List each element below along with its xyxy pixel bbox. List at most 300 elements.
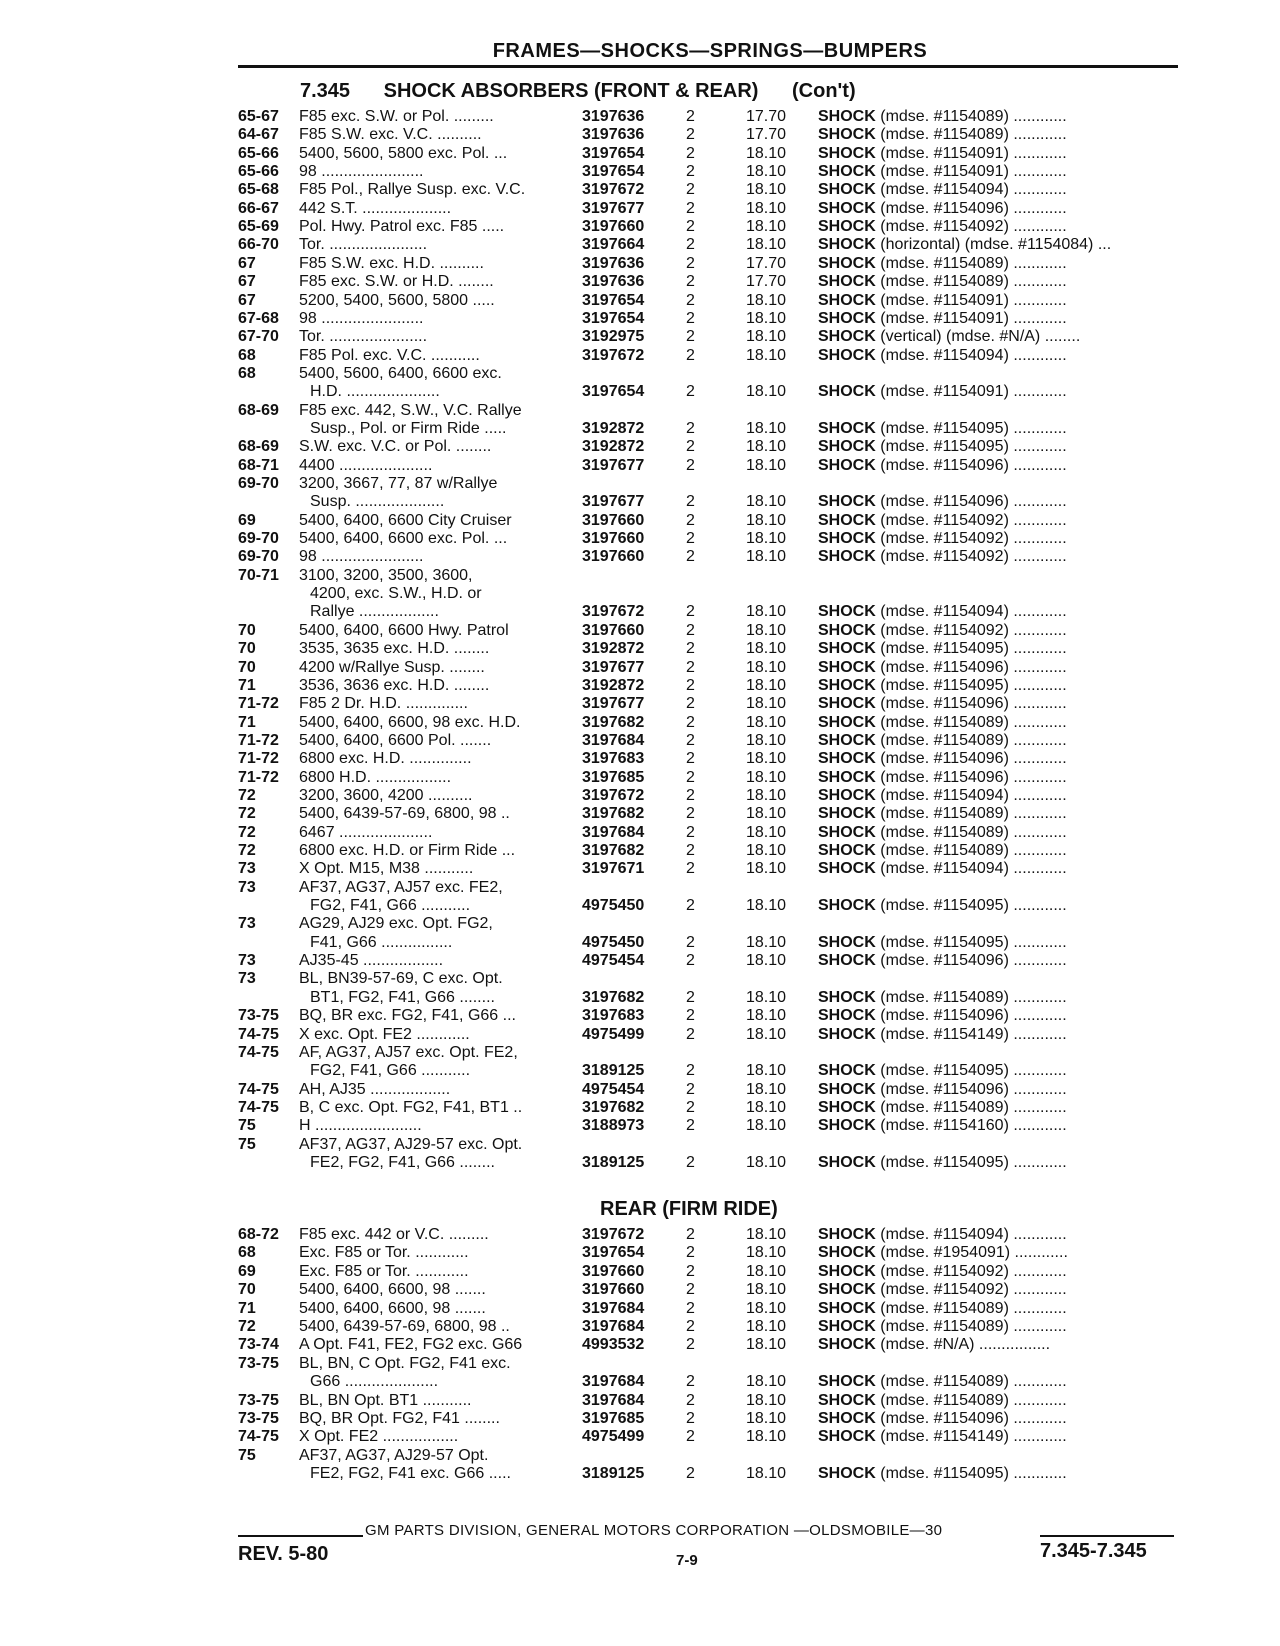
model-year: 68-71 <box>238 456 279 474</box>
part-number: 3197672 <box>582 786 645 804</box>
item-detail: (mdse. #1154095) ............ <box>880 1153 1067 1171</box>
price: 17.70 <box>746 126 787 144</box>
price: 18.10 <box>746 933 787 951</box>
price: 17.70 <box>746 273 787 291</box>
price: 18.10 <box>746 658 787 676</box>
description <box>818 1154 1178 1172</box>
quantity: 2 <box>686 621 695 639</box>
item-label: SHOCK <box>818 236 876 254</box>
application: H.D. ..................... <box>310 383 440 401</box>
page-title: FRAMES—SHOCKS—SPRINGS—BUMPERS <box>492 40 928 62</box>
application: 4200, exc. S.W., H.D. or <box>310 585 482 603</box>
rear-heading: REAR (FIRM RIDE) <box>600 1198 778 1220</box>
application: 98 ....................... <box>299 309 424 327</box>
item-detail: (mdse. #1154092) ............ <box>880 1281 1067 1299</box>
description <box>818 1099 1178 1117</box>
item-detail: (mdse. #1154089) ............ <box>880 126 1067 144</box>
application: 5400, 6439-57-69, 6800, 98 .. <box>299 805 510 823</box>
model-year: 70 <box>238 1281 256 1299</box>
quantity: 2 <box>686 236 695 254</box>
price: 18.10 <box>746 438 787 456</box>
item-label: SHOCK <box>818 1428 876 1446</box>
model-year: 65-66 <box>238 163 279 181</box>
model-year: 73-75 <box>238 1391 279 1409</box>
price: 18.10 <box>746 1373 787 1391</box>
price: 18.10 <box>746 144 787 162</box>
model-year: 73 <box>238 860 256 878</box>
description <box>818 145 1178 163</box>
model-year: 72 <box>238 1318 256 1335</box>
price: 18.10 <box>746 805 787 823</box>
price: 18.10 <box>746 1025 787 1043</box>
quantity: 2 <box>686 823 695 841</box>
part-number: 3192975 <box>582 328 645 346</box>
item-detail: (mdse. #1154094) ............ <box>880 346 1067 364</box>
item-detail: (mdse. #1154091) ............ <box>880 291 1067 309</box>
part-number: 3197660 <box>582 548 645 566</box>
item-detail: (mdse. #1154089) ............ <box>880 713 1067 731</box>
description <box>818 292 1178 310</box>
item-label: SHOCK <box>818 952 876 970</box>
model-year: 72 <box>238 842 256 859</box>
part-number: 3197685 <box>582 1410 645 1427</box>
price: 18.10 <box>746 530 787 548</box>
quantity: 2 <box>686 731 695 749</box>
item-detail: (mdse. #1154096) ............ <box>880 199 1067 217</box>
quantity: 2 <box>686 1391 695 1409</box>
footer-corporation: GM PARTS DIVISION, GENERAL MOTORS CORPORATION —OLDSMOBILE—30 <box>365 1522 943 1539</box>
part-number: 3197683 <box>582 1007 645 1025</box>
quantity: 2 <box>686 897 695 915</box>
application: B, C exc. Opt. FG2, F41, BT1 .. <box>299 1098 523 1116</box>
quantity: 2 <box>686 1410 695 1427</box>
model-year: 74-75 <box>238 1025 279 1043</box>
part-number: 3197677 <box>582 456 645 474</box>
price: 18.10 <box>746 346 787 364</box>
price: 18.10 <box>746 328 787 346</box>
quantity: 2 <box>686 548 695 566</box>
quantity: 2 <box>686 419 695 437</box>
item-label: SHOCK <box>818 988 876 1006</box>
part-number: 3197684 <box>582 1299 645 1317</box>
description <box>818 695 1178 713</box>
application: F85 Pol. exc. V.C. ........... <box>299 346 480 364</box>
item-label: SHOCK <box>818 1262 876 1280</box>
model-year: 73 <box>238 952 256 970</box>
price: 18.10 <box>746 1007 787 1025</box>
item-label: SHOCK <box>818 1153 876 1171</box>
item-detail: (mdse. #1154095) ............ <box>880 438 1067 456</box>
description <box>818 420 1178 438</box>
model-year: 73 <box>238 915 256 933</box>
item-detail: (mdse. #1154092) ............ <box>880 621 1067 639</box>
price: 18.10 <box>746 860 787 878</box>
description <box>818 1300 1178 1318</box>
description <box>818 1081 1178 1099</box>
item-label: SHOCK <box>818 548 876 566</box>
item-detail: (mdse. #1154094) ............ <box>880 603 1067 621</box>
model-year: 68-72 <box>238 1226 279 1243</box>
item-detail: (mdse. #1154091) ............ <box>880 383 1067 401</box>
quantity: 2 <box>686 842 695 859</box>
item-label: SHOCK <box>818 750 876 768</box>
application: 3536, 3636 exc. H.D. ........ <box>299 676 490 694</box>
description <box>818 750 1178 768</box>
application: 4400 ..................... <box>299 456 433 474</box>
model-year: 73-74 <box>238 1336 279 1354</box>
quantity: 2 <box>686 1281 695 1299</box>
application: 5400, 6439-57-69, 6800, 98 .. <box>299 1318 510 1335</box>
item-label: SHOCK <box>818 860 876 878</box>
part-number: 3197672 <box>582 181 645 199</box>
price: 18.10 <box>746 419 787 437</box>
description <box>818 769 1178 787</box>
model-year: 71-72 <box>238 731 279 749</box>
part-number: 3197682 <box>582 988 645 1006</box>
description <box>818 860 1178 878</box>
application: BQ, BR Opt. FG2, F41 ........ <box>299 1410 500 1427</box>
price: 18.10 <box>746 750 787 768</box>
description <box>818 1263 1178 1281</box>
application: 6800 H.D. ................. <box>299 768 452 786</box>
price: 18.10 <box>746 291 787 309</box>
item-label: SHOCK <box>818 1080 876 1098</box>
description <box>818 108 1178 126</box>
quantity: 2 <box>686 199 695 217</box>
model-year: 65-68 <box>238 181 279 199</box>
model-year: 73-75 <box>238 1007 279 1025</box>
application: 5400, 6400, 6600, 98 exc. H.D. <box>299 713 521 731</box>
item-detail: (mdse. #1154091) ............ <box>880 144 1067 162</box>
application: BL, BN, C Opt. FG2, F41 exc. <box>299 1354 511 1372</box>
application: BQ, BR exc. FG2, F41, G66 ... <box>299 1007 516 1025</box>
item-detail: (mdse. #1154149) ............ <box>880 1428 1067 1446</box>
price: 18.10 <box>746 199 787 217</box>
item-detail: (mdse. #1154096) ............ <box>880 1007 1067 1025</box>
price: 18.10 <box>746 1428 787 1446</box>
description <box>818 1244 1178 1262</box>
item-label: SHOCK <box>818 823 876 841</box>
item-label: SHOCK <box>818 1007 876 1025</box>
item-label: SHOCK <box>818 713 876 731</box>
price: 18.10 <box>746 768 787 786</box>
price: 18.10 <box>746 1281 787 1299</box>
application: 6467 ..................... <box>299 823 433 841</box>
description <box>818 530 1178 548</box>
item-detail: (mdse. #1154089) ............ <box>880 823 1067 841</box>
application: Pol. Hwy. Patrol exc. F85 ..... <box>299 218 505 236</box>
description <box>818 457 1178 475</box>
model-year: 69-70 <box>238 530 279 548</box>
item-detail: (mdse. #1154092) ............ <box>880 530 1067 548</box>
item-detail: (mdse. #1154094) ............ <box>880 1226 1067 1243</box>
price: 18.10 <box>746 713 787 731</box>
price: 18.10 <box>746 1336 787 1354</box>
item-detail: (horizontal) (mdse. #1154084) ... <box>880 236 1112 254</box>
description <box>818 438 1178 456</box>
model-year: 67 <box>238 273 256 291</box>
quantity: 2 <box>686 1373 695 1391</box>
quantity: 2 <box>686 1098 695 1116</box>
item-label: SHOCK <box>818 181 876 199</box>
part-number: 3189125 <box>582 1153 645 1171</box>
section-number: 7.345 <box>300 80 351 102</box>
quantity: 2 <box>686 1318 695 1335</box>
quantity: 2 <box>686 750 695 768</box>
model-year: 67 <box>238 254 256 272</box>
quantity: 2 <box>686 438 695 456</box>
part-number: 3192872 <box>582 419 645 437</box>
item-detail: (mdse. #1154092) ............ <box>880 1262 1067 1280</box>
item-detail: (mdse. #1154095) ............ <box>880 897 1067 915</box>
application: G66 ..................... <box>310 1373 439 1391</box>
model-year: 65-66 <box>238 144 279 162</box>
quantity: 2 <box>686 181 695 199</box>
part-number: 4975499 <box>582 1025 645 1043</box>
quantity: 2 <box>686 163 695 181</box>
quantity: 2 <box>686 1080 695 1098</box>
model-year: 68-69 <box>238 438 279 456</box>
item-label: SHOCK <box>818 309 876 327</box>
quantity: 2 <box>686 988 695 1006</box>
model-year: 64-67 <box>238 126 279 144</box>
item-label: SHOCK <box>818 511 876 529</box>
part-number: 3188973 <box>582 1117 645 1135</box>
part-number: 3197682 <box>582 713 645 731</box>
part-number: 3192872 <box>582 438 645 456</box>
application: 5400, 6400, 6600 Pol. ....... <box>299 731 492 749</box>
model-year: 69 <box>238 511 256 529</box>
model-year: 66-70 <box>238 236 279 254</box>
price: 18.10 <box>746 511 787 529</box>
description <box>818 493 1178 511</box>
price: 18.10 <box>746 695 787 713</box>
part-number: 3197671 <box>582 860 645 878</box>
item-label: SHOCK <box>818 805 876 823</box>
description <box>818 1281 1178 1299</box>
item-label: SHOCK <box>818 640 876 658</box>
price: 18.10 <box>746 1098 787 1116</box>
item-label: SHOCK <box>818 438 876 456</box>
description <box>818 1226 1178 1244</box>
description <box>818 1410 1178 1428</box>
part-number: 3197672 <box>582 603 645 621</box>
quantity: 2 <box>686 860 695 878</box>
quantity: 2 <box>686 328 695 346</box>
item-label: SHOCK <box>818 1098 876 1116</box>
description <box>818 787 1178 805</box>
model-year: 74-75 <box>238 1043 279 1061</box>
quantity: 2 <box>686 933 695 951</box>
description <box>818 1392 1178 1410</box>
application: F85 2 Dr. H.D. .............. <box>299 695 468 713</box>
part-number: 3197660 <box>582 621 645 639</box>
part-number: 3197636 <box>582 126 645 144</box>
application: 3200, 3667, 77, 87 w/Rallye <box>299 475 498 492</box>
model-year: 70 <box>238 658 256 676</box>
application: FG2, F41, G66 ........... <box>310 897 471 915</box>
application: AH, AJ35 .................. <box>299 1080 451 1098</box>
item-label: SHOCK <box>818 842 876 859</box>
price: 18.10 <box>746 1391 787 1409</box>
application: 6800 exc. H.D. .............. <box>299 750 472 768</box>
item-detail: (vertical) (mdse. #N/A) ........ <box>880 328 1081 346</box>
price: 18.10 <box>746 1465 787 1483</box>
part-number: 3197654 <box>582 144 645 162</box>
description <box>818 236 1178 254</box>
description <box>818 1465 1178 1483</box>
part-number: 3197672 <box>582 1226 645 1243</box>
header-rule <box>238 65 1178 68</box>
item-detail: (mdse. #1154095) ............ <box>880 1062 1067 1080</box>
application: 98 ....................... <box>299 548 424 566</box>
application: 5400, 6400, 6600, 98 ....... <box>299 1281 486 1299</box>
application: 3200, 3600, 4200 .......... <box>299 786 473 804</box>
item-label: SHOCK <box>818 108 876 125</box>
part-number: 4975450 <box>582 897 645 915</box>
model-year: 74-75 <box>238 1428 279 1446</box>
model-year: 71-72 <box>238 750 279 768</box>
application: Exc. F85 or Tor. ............ <box>299 1262 469 1280</box>
item-detail: (mdse. #1154092) ............ <box>880 548 1067 566</box>
item-label: SHOCK <box>818 1062 876 1080</box>
item-detail: (mdse. #1154096) ............ <box>880 456 1067 474</box>
description <box>818 328 1178 346</box>
quantity: 2 <box>686 695 695 713</box>
item-label: SHOCK <box>818 1373 876 1391</box>
application: BL, BN Opt. BT1 ........... <box>299 1391 472 1409</box>
model-year: 74-75 <box>238 1098 279 1116</box>
model-year: 71 <box>238 676 256 694</box>
item-label: SHOCK <box>818 1465 876 1483</box>
part-number: 4975454 <box>582 952 645 970</box>
part-number: 3197682 <box>582 842 645 859</box>
application: X Opt. M15, M38 ........... <box>299 860 474 878</box>
item-detail: (mdse. #1154095) ............ <box>880 676 1067 694</box>
price: 18.10 <box>746 823 787 841</box>
quantity: 2 <box>686 108 695 125</box>
application: 5400, 6400, 6600 City Cruiser <box>299 511 512 529</box>
description <box>818 824 1178 842</box>
application: 5400, 6400, 6600 exc. Pol. ... <box>299 530 508 548</box>
item-label: SHOCK <box>818 1244 876 1262</box>
price: 18.10 <box>746 236 787 254</box>
application: AF37, AG37, AJ29-57 exc. Opt. <box>299 1135 523 1153</box>
item-detail: (mdse. #1154089) ............ <box>880 842 1067 859</box>
price: 18.10 <box>746 1299 787 1317</box>
application: FE2, FG2, F41 exc. G66 ..... <box>310 1465 511 1483</box>
model-year: 73-75 <box>238 1354 279 1372</box>
part-number: 3197660 <box>582 1262 645 1280</box>
price: 18.10 <box>746 1318 787 1335</box>
item-detail: (mdse. #1154095) ............ <box>880 640 1067 658</box>
model-year: 73 <box>238 970 256 988</box>
item-label: SHOCK <box>818 126 876 144</box>
application: X exc. Opt. FE2 ............ <box>299 1025 470 1043</box>
application: 3100, 3200, 3500, 3600, <box>299 566 473 584</box>
application: S.W. exc. V.C. or Pol. ........ <box>299 438 492 456</box>
description <box>818 1336 1178 1354</box>
price: 18.10 <box>746 1117 787 1135</box>
description <box>818 255 1178 273</box>
quantity: 2 <box>686 1025 695 1043</box>
price: 18.10 <box>746 1410 787 1427</box>
section-name: SHOCK ABSORBERS (FRONT & REAR) <box>383 80 759 102</box>
item-detail: (mdse. #1154096) ............ <box>880 493 1067 511</box>
description <box>818 1062 1178 1080</box>
price: 18.10 <box>746 493 787 511</box>
application: F85 exc. S.W. or Pol. ......... <box>299 108 494 125</box>
part-number: 3192872 <box>582 676 645 694</box>
item-detail: (mdse. #1154096) ............ <box>880 750 1067 768</box>
model-year: 71 <box>238 1299 256 1317</box>
description <box>818 622 1178 640</box>
description <box>818 897 1178 915</box>
price: 18.10 <box>746 163 787 181</box>
description <box>818 952 1178 970</box>
quantity: 2 <box>686 291 695 309</box>
item-detail: (mdse. #1154089) ............ <box>880 108 1067 125</box>
quantity: 2 <box>686 144 695 162</box>
model-year: 67 <box>238 291 256 309</box>
quantity: 2 <box>686 952 695 970</box>
item-label: SHOCK <box>818 456 876 474</box>
item-detail: (mdse. #1154092) ............ <box>880 511 1067 529</box>
application: 5400, 6400, 6600, 98 ....... <box>299 1299 486 1317</box>
item-detail: (mdse. #1954091) ............ <box>880 1244 1068 1262</box>
application: AF37, AG37, AJ57 exc. FE2, <box>299 878 503 896</box>
application: F85 S.W. exc. V.C. .......... <box>299 126 482 144</box>
item-detail: (mdse. #1154096) ............ <box>880 695 1067 713</box>
part-number: 3197654 <box>582 383 645 401</box>
application: X Opt. FE2 ................. <box>299 1428 459 1446</box>
application: Tor. ...................... <box>299 328 428 346</box>
item-detail: (mdse. #1154089) ............ <box>880 988 1067 1006</box>
application: FG2, F41, G66 ........... <box>310 1062 471 1080</box>
description <box>818 163 1178 181</box>
model-year: 73-75 <box>238 1410 279 1427</box>
application: AJ35-45 .................. <box>299 952 444 970</box>
price: 18.10 <box>746 1244 787 1262</box>
part-number: 3197660 <box>582 1281 645 1299</box>
item-detail: (mdse. #1154089) ............ <box>880 805 1067 823</box>
part-number: 3197660 <box>582 511 645 529</box>
description <box>818 659 1178 677</box>
description <box>818 989 1178 1007</box>
quantity: 2 <box>686 1226 695 1243</box>
part-number: 3197684 <box>582 1373 645 1391</box>
item-detail: (mdse. #1154089) ............ <box>880 1391 1067 1409</box>
item-detail: (mdse. #1154091) ............ <box>880 309 1067 327</box>
item-label: SHOCK <box>818 346 876 364</box>
quantity: 2 <box>686 309 695 327</box>
price: 18.10 <box>746 842 787 859</box>
item-label: SHOCK <box>818 1410 876 1427</box>
description <box>818 1026 1178 1044</box>
price: 18.10 <box>746 383 787 401</box>
application: AF37, AG37, AJ29-57 Opt. <box>299 1446 489 1464</box>
application: F85 Pol., Rallye Susp. exc. V.C. <box>299 181 526 199</box>
price: 17.70 <box>746 254 787 272</box>
application: AF, AG37, AJ57 exc. Opt. FE2, <box>299 1043 518 1061</box>
item-detail: (mdse. #1154096) ............ <box>880 1410 1067 1427</box>
price: 18.10 <box>746 1080 787 1098</box>
quantity: 2 <box>686 640 695 658</box>
application: 5400, 5600, 5800 exc. Pol. ... <box>299 144 508 162</box>
item-label: SHOCK <box>818 621 876 639</box>
item-detail: (mdse. #1154095) ............ <box>880 933 1067 951</box>
description <box>818 732 1178 750</box>
